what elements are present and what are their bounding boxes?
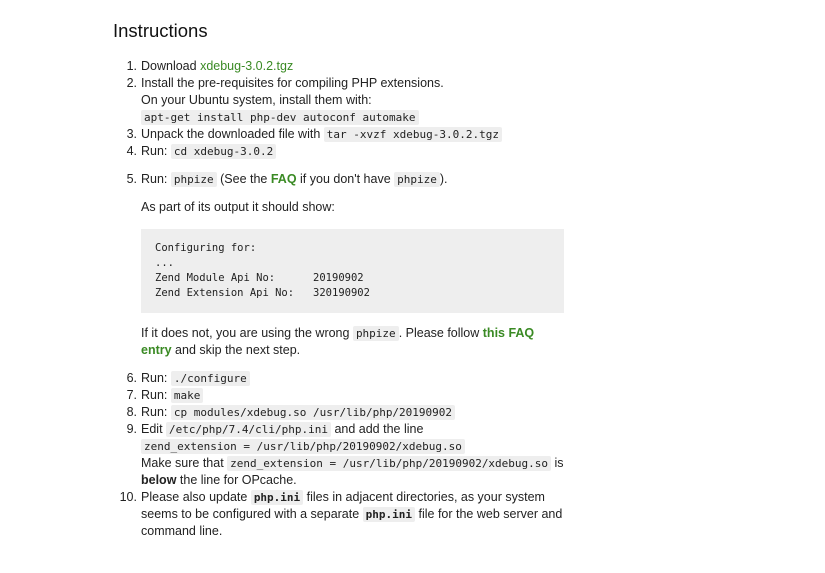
output-intro: As part of its output it should show: [141, 200, 335, 214]
zend-extension-inline: zend_extension = /usr/lib/php/20190902/xdebug.so [227, 456, 551, 471]
step-4: 4. Run: cd xdebug-3.0.2 [141, 143, 568, 160]
step-1: 1. Download xdebug-3.0.2.tgz [126, 59, 294, 73]
step-6: 6. Run: ./configure [141, 370, 568, 387]
make-command: make [171, 388, 204, 403]
phpize-inline: phpize [353, 326, 399, 341]
step-7: 7. Run: make [141, 387, 568, 404]
copy-command: cp modules/xdebug.so /usr/lib/php/20190902 [171, 405, 455, 420]
phpize-output-block: Configuring for: ... Zend Module Api No: 20190902 Zend Extension Api No: 320190902 [141, 229, 564, 313]
spacer [141, 359, 568, 370]
faq-link[interactable]: FAQ [270, 172, 297, 186]
step-5: 5. Run: phpize (See the FAQ if you don't have phpize ). As part of its output it should show: Configuring for: ... Zend Module Api No: 20190902 Zend Extension Api No: 320190902 If it does not, you are using the wrong phpize . Please follow this FAQ entry and skip the next step. [141, 171, 568, 359]
wrong-phpize-note: If it does not, you are using the wrong phpize . Please follow this FAQ entry and skip the next step. [141, 326, 535, 357]
zend-extension-line: zend_extension = /usr/lib/php/20190902/xdebug.so [141, 439, 465, 454]
step-8: 8. Run: cp modules/xdebug.so /usr/lib/php/20190902 [141, 404, 568, 421]
faq-entry-link[interactable]: this FAQ entry [141, 326, 535, 357]
cd-command: cd xdebug-3.0.2 [171, 144, 276, 159]
phpize-inline: phpize [394, 172, 440, 187]
unpack-command: tar -xvzf xdebug-3.0.2.tgz [324, 127, 502, 142]
php-ini-path: /etc/php/7.4/cli/php.ini [166, 422, 331, 437]
below-emphasis: below [141, 473, 177, 487]
php-ini-inline: php.ini [251, 490, 303, 505]
step-10: 10. Please also update php.ini files in adjacent directories, as your system seems to be configured with a separate php.ini file for the web server and command line. [119, 490, 563, 538]
spacer [141, 160, 568, 171]
step-3: 3. Unpack the downloaded file with tar -xvzf xdebug-3.0.2.tgz [141, 126, 568, 143]
instructions-list [113, 58, 568, 540]
page-heading: Instructions [113, 20, 208, 41]
prereq-command: apt-get install php-dev autoconf automake [141, 110, 419, 125]
download-link[interactable]: xdebug-3.0.2.tgz [200, 59, 294, 73]
configure-command: ./configure [171, 371, 250, 386]
phpize-command: phpize [171, 172, 217, 187]
step-2: 2. Install the pre-requisites for compiling PHP extensions. On your Ubuntu system, install them with: apt-get install php-dev autoconf automake [126, 76, 444, 124]
php-ini-inline: php.ini [363, 507, 415, 522]
step-9: 9. Edit /etc/php/7.4/cli/php.ini and add the line zend_extension = /usr/lib/php/20190902/xdebug.so Make sure that zend_extension = /usr/lib/php/20190902/xdebug.so is below the line for OPcache. [126, 422, 564, 487]
